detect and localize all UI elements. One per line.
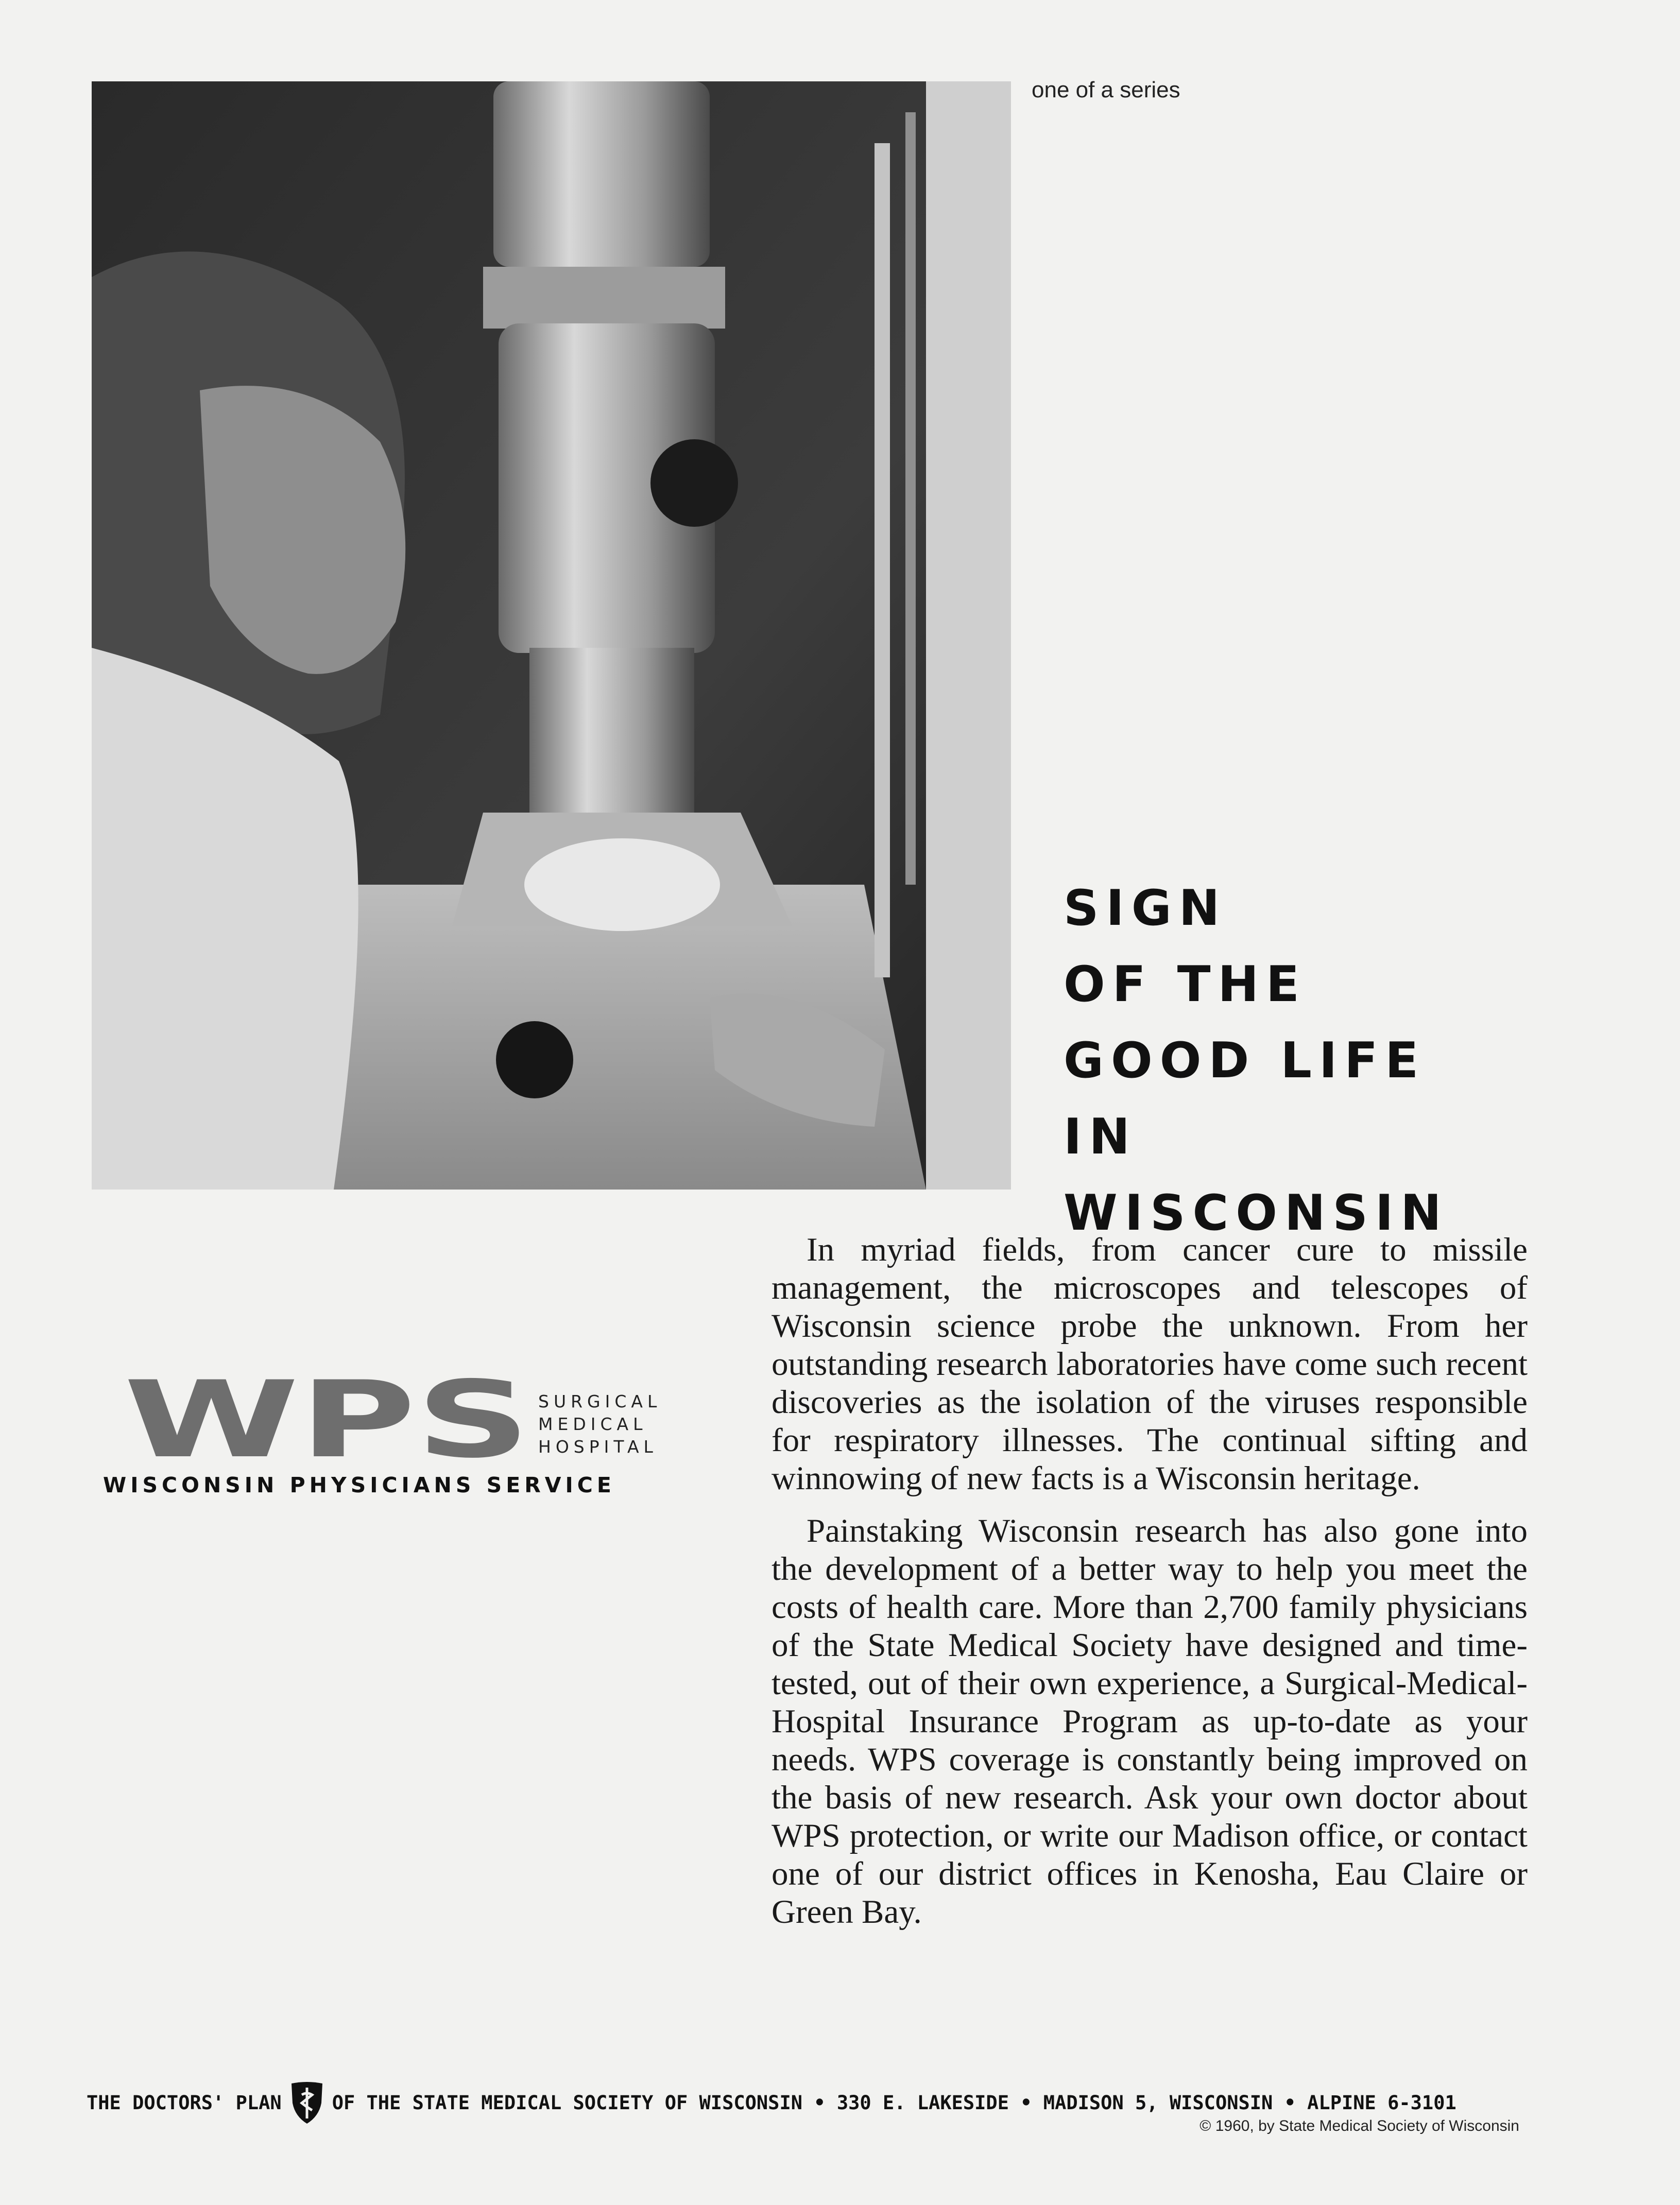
headline-line: OF THE <box>1064 956 1307 1013</box>
researcher-microscope-photo <box>92 81 1011 1190</box>
headline-line: GOOD LIFE <box>1064 1032 1426 1089</box>
headline-line: IN <box>1064 1109 1137 1165</box>
body-copy <box>772 1231 1528 1945</box>
wps-logo-letters: WPS <box>124 1375 530 1462</box>
logo-line: MEDICAL <box>538 1414 647 1434</box>
logo-coverage-lines <box>538 1390 661 1458</box>
wps-logo <box>103 1375 672 1514</box>
logo-organization-name: WISCONSIN PHYSICIANS SERVICE <box>103 1473 615 1497</box>
shield-icon <box>289 2080 325 2125</box>
body-paragraph: In myriad fields, from cancer cure to missile management, the microscopes and telescopes of Wisconsin science probe the unknown. From her outstanding research laboratories have come such recent discoveries as the isolation of the viruses responsible for respiratory illnesses. The continual sifting and winnowing of new facts is a Wisconsin heritage. <box>772 1231 1528 1497</box>
logo-line: SURGICAL <box>538 1391 662 1411</box>
copyright: © 1960, by State Medical Society of Wisconsin <box>1199 2117 1519 2134</box>
series-note: one of a series <box>1032 77 1180 102</box>
logo-line: HOSPITAL <box>538 1437 658 1457</box>
headline-line: SIGN <box>1064 880 1227 937</box>
footer-right: OF THE STATE MEDICAL SOCIETY OF WISCONSIN • 330 E. LAKESIDE • MADISON 5, WISCONSIN • ALPINE 6-3101 <box>332 2091 1456 2114</box>
body-paragraph: Painstaking Wisconsin research has also gone into the development of a better way to help you meet the costs of health care. More than 2,700 family physicians of the State Medical Society have designed and time-tested, out of their own experience, a Surgical-Medical-Hospital Insurance Program as up-to-date as your needs. WPS coverage is constantly being improved on the basis of new research. Ask your own doctor about WPS protection, or write our Madison office, or contact one of our district offices in Kenosha, Eau Claire or Green Bay. <box>772 1512 1528 1931</box>
headline <box>1064 870 1449 1251</box>
headline-line: WISCONSIN <box>1064 1185 1449 1242</box>
footer-left: THE DOCTORS' PLAN <box>87 2091 282 2114</box>
